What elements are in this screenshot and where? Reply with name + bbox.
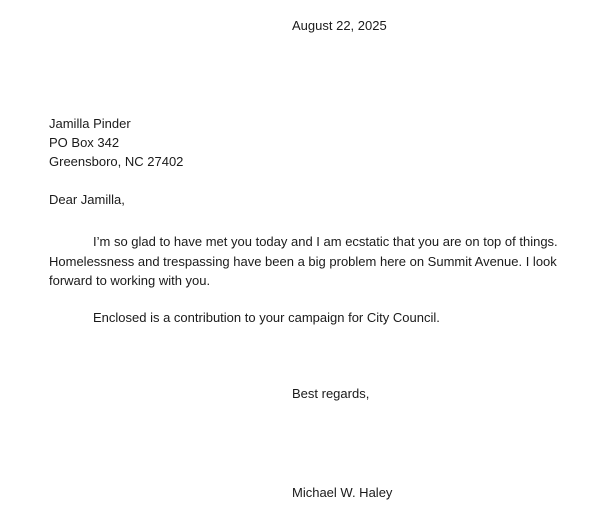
recipient-address-line2: Greensboro, NC 27402 (49, 154, 184, 169)
letter-date: August 22, 2025 (292, 18, 387, 33)
signature-name: Michael W. Haley (292, 485, 393, 500)
closing: Best regards, (292, 386, 370, 401)
body-paragraph-2: Enclosed is a contribution to your campaign for City Council. (93, 310, 440, 325)
recipient-address-line1: PO Box 342 (49, 135, 120, 150)
recipient-name: Jamilla Pinder (49, 116, 131, 131)
salutation: Dear Jamilla, (49, 192, 125, 207)
body-paragraph-1: I’m so glad to have met you today and I am ecstatic that you are on top of things. Homelessness and trespassing have been a big problem here on Summit Avenue. I look forward to working with you. (49, 234, 558, 288)
